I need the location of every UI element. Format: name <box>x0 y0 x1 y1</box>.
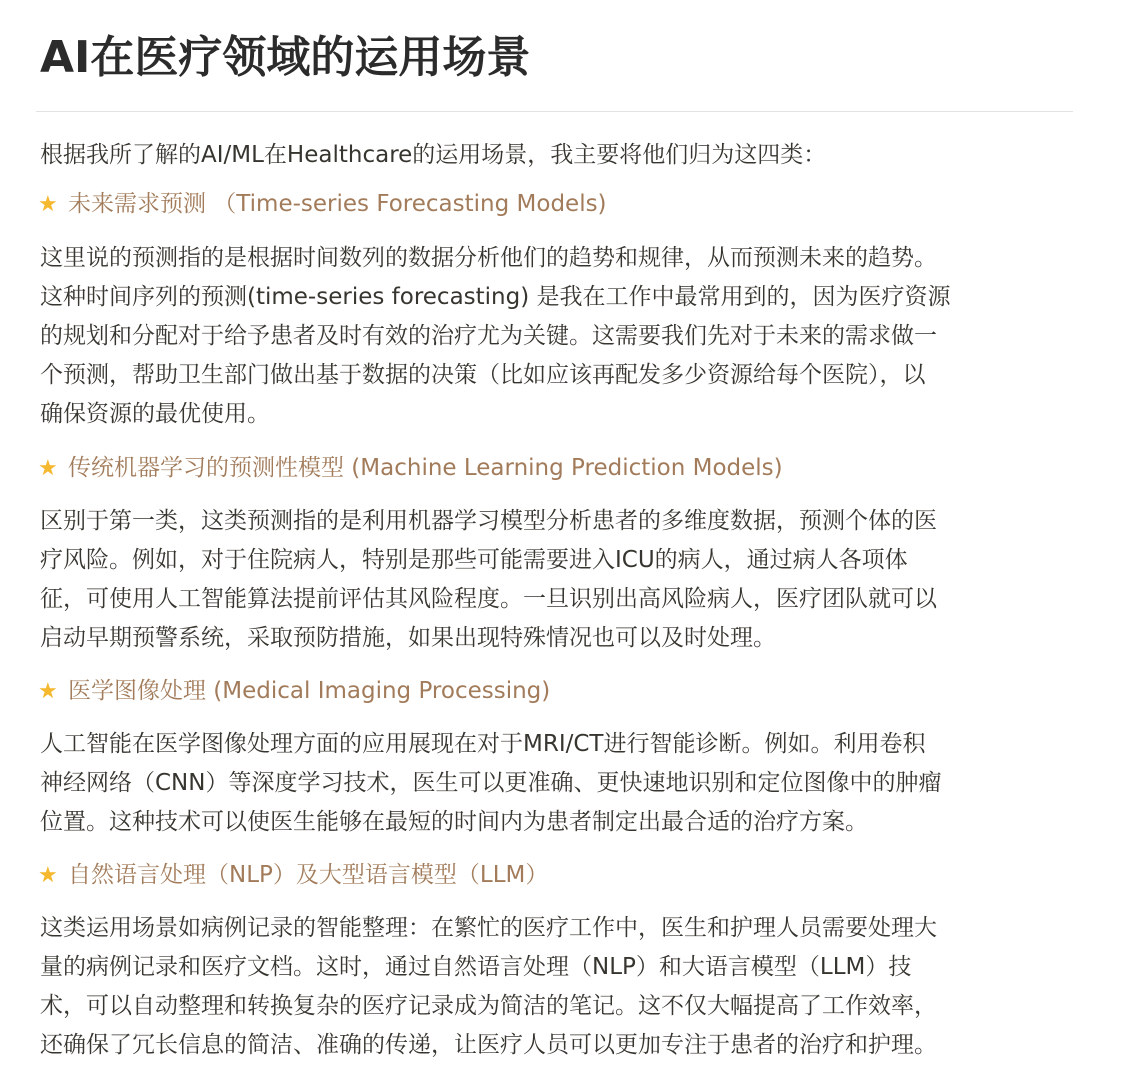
paragraph-line: 区别于第一类，这类预测指的是利用机器学习模型分析患者的多维度数据，预测个体的医 <box>40 508 937 534</box>
section-heading-text: 未来需求预测 （Time-series Forecasting Models) <box>68 191 607 217</box>
page-title: AI在医疗领域的运用场景 <box>40 32 531 83</box>
section-heading-ml-prediction <box>38 450 783 487</box>
star-icon: ★ <box>38 679 58 704</box>
paragraph-line: 位置。这种技术可以使医生能够在最短的时间内为患者制定出最合适的治疗方案。 <box>40 809 868 835</box>
intro-text: 根据我所了解的AI/ML在Healthcare的运用场景，我主要将他们归为这四类： <box>40 142 827 168</box>
section-paragraph-ml-prediction <box>40 502 1080 658</box>
section-paragraph-forecasting <box>40 239 1080 434</box>
section-heading-text: 医学图像处理 (Medical Imaging Processing) <box>68 678 551 704</box>
paragraph-line: 还确保了冗长信息的简洁、准确的传递，让医疗人员可以更加专注于患者的治疗和护理。 <box>40 1032 937 1058</box>
star-icon: ★ <box>38 192 58 217</box>
section-heading-forecasting <box>38 186 607 223</box>
paragraph-line: 个预测，帮助卫生部门做出基于数据的决策（比如应该再配发多少资源给每个医院），以 <box>40 362 926 388</box>
paragraph-line: 这类运用场景如病例记录的智能整理：在繁忙的医疗工作中，医生和护理人员需要处理大 <box>40 915 937 941</box>
paragraph-line: 术，可以自动整理和转换复杂的医疗记录成为简洁的笔记。这不仅大幅提高了工作效率， <box>40 993 937 1019</box>
paragraph-line: 人工智能在医学图像处理方面的应用展现在对于MRI/CT进行智能诊断。例如。利用卷积 <box>40 731 926 757</box>
section-heading-text: 自然语言处理（NLP）及大型语言模型（LLM） <box>68 862 549 888</box>
paragraph-line: 量的病例记录和医疗文档。这时，通过自然语言处理（NLP）和大语言模型（LLM）技 <box>40 954 912 980</box>
paragraph-line: 的规划和分配对于给予患者及时有效的治疗尤为关键。这需要我们先对于未来的需求做一 <box>40 323 937 349</box>
paragraph-line: 征，可使用人工智能算法提前评估其风险程度。一旦识别出高风险病人，医疗团队就可以 <box>40 586 937 612</box>
star-icon: ★ <box>38 863 58 888</box>
paragraph-line: 确保资源的最优使用。 <box>40 401 270 427</box>
paragraph-line: 启动早期预警系统，采取预防措施，如果出现特殊情况也可以及时处理。 <box>40 625 776 651</box>
section-heading-medical-imaging <box>38 673 550 710</box>
section-heading-text: 传统机器学习的预测性模型 (Machine Learning Prediction Models) <box>68 455 783 481</box>
star-icon: ★ <box>38 456 58 481</box>
paragraph-line: 疗风险。例如，对于住院病人，特别是那些可能需要进入ICU的病人，通过病人各项体 <box>40 547 908 573</box>
section-heading-nlp-llm <box>38 857 548 894</box>
section-paragraph-nlp-llm <box>40 909 1080 1065</box>
section-paragraph-medical-imaging <box>40 725 1080 842</box>
title-divider <box>36 111 1073 112</box>
paragraph-line: 神经网络（CNN）等深度学习技术，医生可以更准确、更快速地识别和定位图像中的肿瘤 <box>40 770 942 796</box>
paragraph-line: 这种时间序列的预测(time-series forecasting) 是我在工作中最常用到的，因为医疗资源 <box>40 284 951 310</box>
paragraph-line: 这里说的预测指的是根据时间数列的数据分析他们的趋势和规律，从而预测未来的趋势。 <box>40 245 937 271</box>
